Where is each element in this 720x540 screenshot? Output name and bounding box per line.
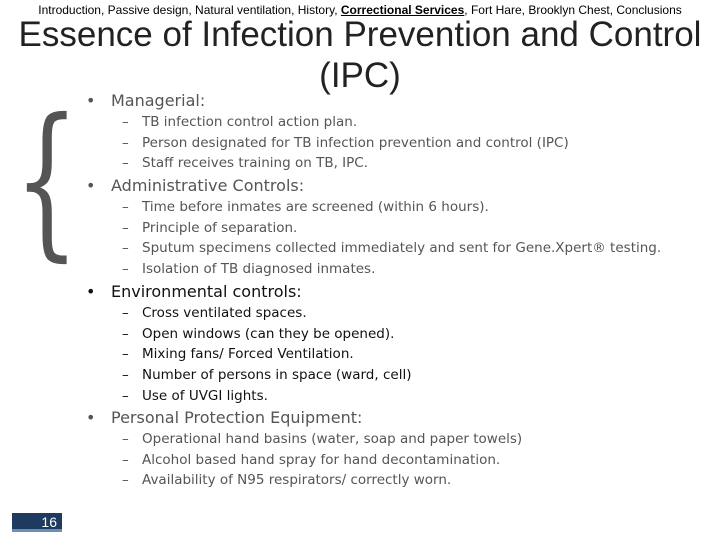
section-heading-text: Environmental controls [111,282,297,301]
personal-protection-equipment-list [122,429,522,491]
list-item: – Open windows (can they be opened). [122,325,395,342]
administrative-controls-list [122,197,661,280]
breadcrumb-nav: Introduction, Passive design, Natural ventilation, History, Correctional Services, Fort Hare, Brooklyn Chest, Conclusions [38,3,682,17]
list-item: – Sputum specimens collected immediately and sent for Gene.Xpert® testing. [122,240,662,257]
section-heading-managerial: • Managerial: [86,91,206,110]
managerial-list [122,112,569,174]
list-item: – Principle of separation. [122,219,298,236]
list-item: – Number of persons in space (ward, cell) [122,367,412,384]
list-item: – Alcohol based hand spray for hand decontamination. [122,451,501,468]
bullet: • [86,176,96,195]
slide-title [0,14,720,96]
section-heading-personal-protection-equipment: • Personal Protection Equipment: [86,408,363,427]
nav-item-introduction[interactable]: Introduction [38,3,101,17]
bullet: • [86,282,96,301]
list-item: – Availability of N95 respirators/ correctly worn. [122,472,452,489]
nav-item-conclusions[interactable]: Conclusions [616,3,682,17]
list-item: – Staff receives training on TB, IPC. [122,155,369,172]
slide-title-line2: (IPC) [319,56,401,95]
list-item: – Time before inmates are screened (within 6 hours). [122,199,489,215]
section-heading-environmental-controls: • Environmental controls: [86,282,302,301]
page-number-badge: 16 [12,513,62,532]
bullet: • [86,91,96,110]
list-item: – Mixing fans/ Forced Ventilation. [122,346,354,363]
list-item: – Use of UVGI lights. [122,387,268,404]
nav-item-passive-design[interactable]: Passive design [107,3,189,17]
nav-item-brooklyn-chest[interactable]: Brooklyn Chest [528,3,610,17]
list-item: – TB infection control action plan. [122,114,358,130]
nav-item-fort-hare[interactable]: Fort Hare [470,3,522,17]
nav-item-correctional-services[interactable]: Correctional Services [340,3,465,17]
slide-title-line1: Essence of Infection Prevention and Control [18,15,702,54]
nav-item-natural-ventilation[interactable]: Natural ventilation [195,3,292,17]
list-item: – Isolation of TB diagnosed inmates. [122,261,376,278]
section-heading-text: Personal Protection Equipment [111,408,357,427]
list-item: – Cross ventilated spaces. [122,305,307,321]
list-item: – Person designated for TB infection prevention and control (IPC) [122,134,569,151]
environmental-controls-list [122,303,411,407]
list-item: – Operational hand basins (water, soap and paper towels) [122,431,523,447]
nav-item-history[interactable]: History [297,3,335,17]
bullet: • [86,408,96,427]
section-heading-text: Managerial [111,91,200,110]
curly-brace-decoration: { [14,84,80,277]
section-heading-administrative-controls: • Administrative Controls: [86,176,305,195]
section-heading-text: Administrative Controls [111,176,299,195]
